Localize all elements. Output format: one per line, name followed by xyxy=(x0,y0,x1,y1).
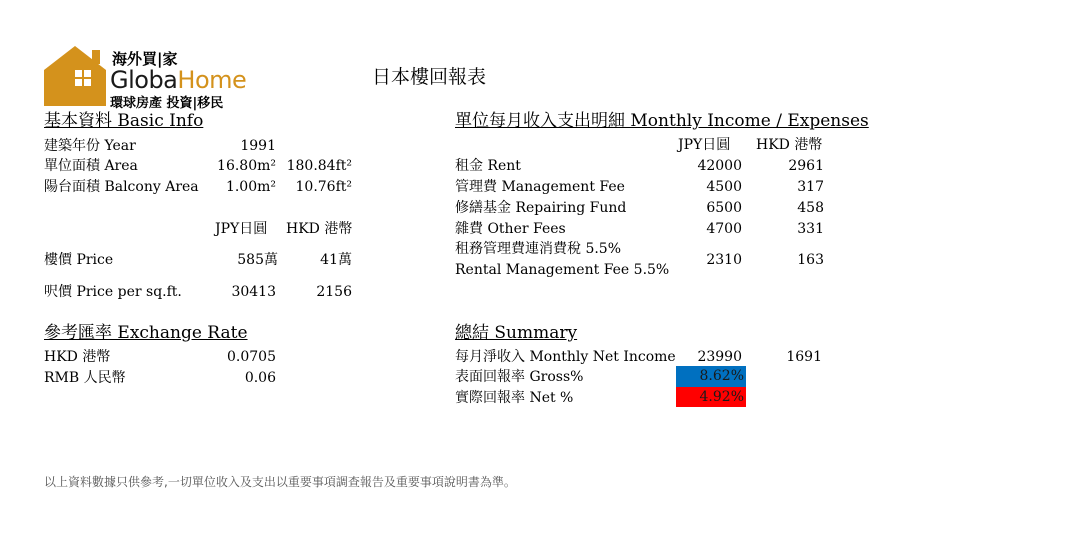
monthly-row-label: 租金 Rent xyxy=(455,158,521,174)
monthly-row-hkd: 2961 xyxy=(788,158,824,174)
monthly-col-jpy: JPY日圓 xyxy=(678,137,731,153)
page-title: 日本樓回報表 xyxy=(372,66,487,88)
basic-col-jpy: JPY日圓 xyxy=(215,221,268,237)
psf-label: 呎價 Price per sq.ft. xyxy=(44,284,182,300)
summary-heading: 總結 Summary xyxy=(455,323,578,343)
logo-brand-suffix: Home xyxy=(177,66,247,94)
psf-hkd: 2156 xyxy=(316,284,352,300)
monthly-row-jpy: 42000 xyxy=(697,158,742,174)
area-ft2: 180.84ft² xyxy=(286,158,352,174)
year-label: 建築年份 Year xyxy=(44,138,136,154)
monthly-row-jpy: 4700 xyxy=(706,221,742,237)
net-value: 4.92% xyxy=(676,387,746,407)
rental-fee-hkd: 163 xyxy=(797,252,824,268)
monthly-row-jpy: 4500 xyxy=(706,179,742,195)
monthly-row-hkd: 331 xyxy=(797,221,824,237)
balcony-label: 陽台面積 Balcony Area xyxy=(44,179,199,195)
basic-info-heading: 基本資料 Basic Info xyxy=(44,111,204,131)
net-income-hkd: 1691 xyxy=(786,349,822,365)
rental-fee-label-2: Rental Management Fee 5.5% xyxy=(455,262,670,278)
monthly-row-label: 雜費 Other Fees xyxy=(455,221,566,237)
monthly-heading: 單位每月收入支出明細 Monthly Income / Expenses xyxy=(455,111,869,131)
gross-value: 8.62% xyxy=(676,366,746,387)
rental-fee-label-1: 租務管理費連消費稅 5.5% xyxy=(455,241,622,257)
balcony-ft2: 10.76ft² xyxy=(295,179,352,195)
net-label: 實際回報率 Net % xyxy=(455,390,574,406)
monthly-row-jpy: 6500 xyxy=(706,200,742,216)
psf-jpy: 30413 xyxy=(231,284,276,300)
rmb-rate-label: RMB 人民幣 xyxy=(44,370,126,386)
exchange-heading: 參考匯率 Exchange Rate xyxy=(44,323,248,343)
rmb-rate-value: 0.06 xyxy=(244,370,276,386)
monthly-col-hkd: HKD 港幣 xyxy=(756,137,823,153)
price-label: 樓價 Price xyxy=(44,252,114,268)
basic-col-hkd: HKD 港幣 xyxy=(286,221,353,237)
house-logo-icon xyxy=(42,44,108,108)
year-value: 1991 xyxy=(240,138,276,154)
net-income-jpy: 23990 xyxy=(697,349,742,365)
monthly-row-hkd: 458 xyxy=(797,200,824,216)
logo-cn-top: 海外買|家 xyxy=(112,50,178,68)
price-jpy: 585萬 xyxy=(237,252,278,268)
monthly-row-label: 修繕基金 Repairing Fund xyxy=(455,200,627,216)
monthly-row-label: 管理費 Management Fee xyxy=(455,179,625,195)
monthly-row-hkd: 317 xyxy=(797,179,824,195)
rental-fee-jpy: 2310 xyxy=(706,252,742,268)
globalhome-logo xyxy=(42,44,252,110)
disclaimer-note: 以上資料數據只供參考,一切單位收入及支出以重要事項調查報告及重要事項說明書為準。 xyxy=(44,475,516,489)
price-hkd: 41萬 xyxy=(320,252,352,268)
hkd-rate-label: HKD 港幣 xyxy=(44,349,111,365)
logo-cn-bottom: 環球房產 投資|移民 xyxy=(110,96,224,111)
area-m2: 16.80m² xyxy=(217,158,276,174)
logo-brand-prefix: Globa xyxy=(110,66,178,94)
gross-label: 表面回報率 Gross% xyxy=(455,369,584,385)
net-income-label: 每月淨收入 Monthly Net Income xyxy=(455,349,676,365)
area-label: 單位面積 Area xyxy=(44,158,138,174)
logo-brand xyxy=(110,66,246,94)
hkd-rate-value: 0.0705 xyxy=(227,349,276,365)
balcony-m2: 1.00m² xyxy=(225,179,276,195)
